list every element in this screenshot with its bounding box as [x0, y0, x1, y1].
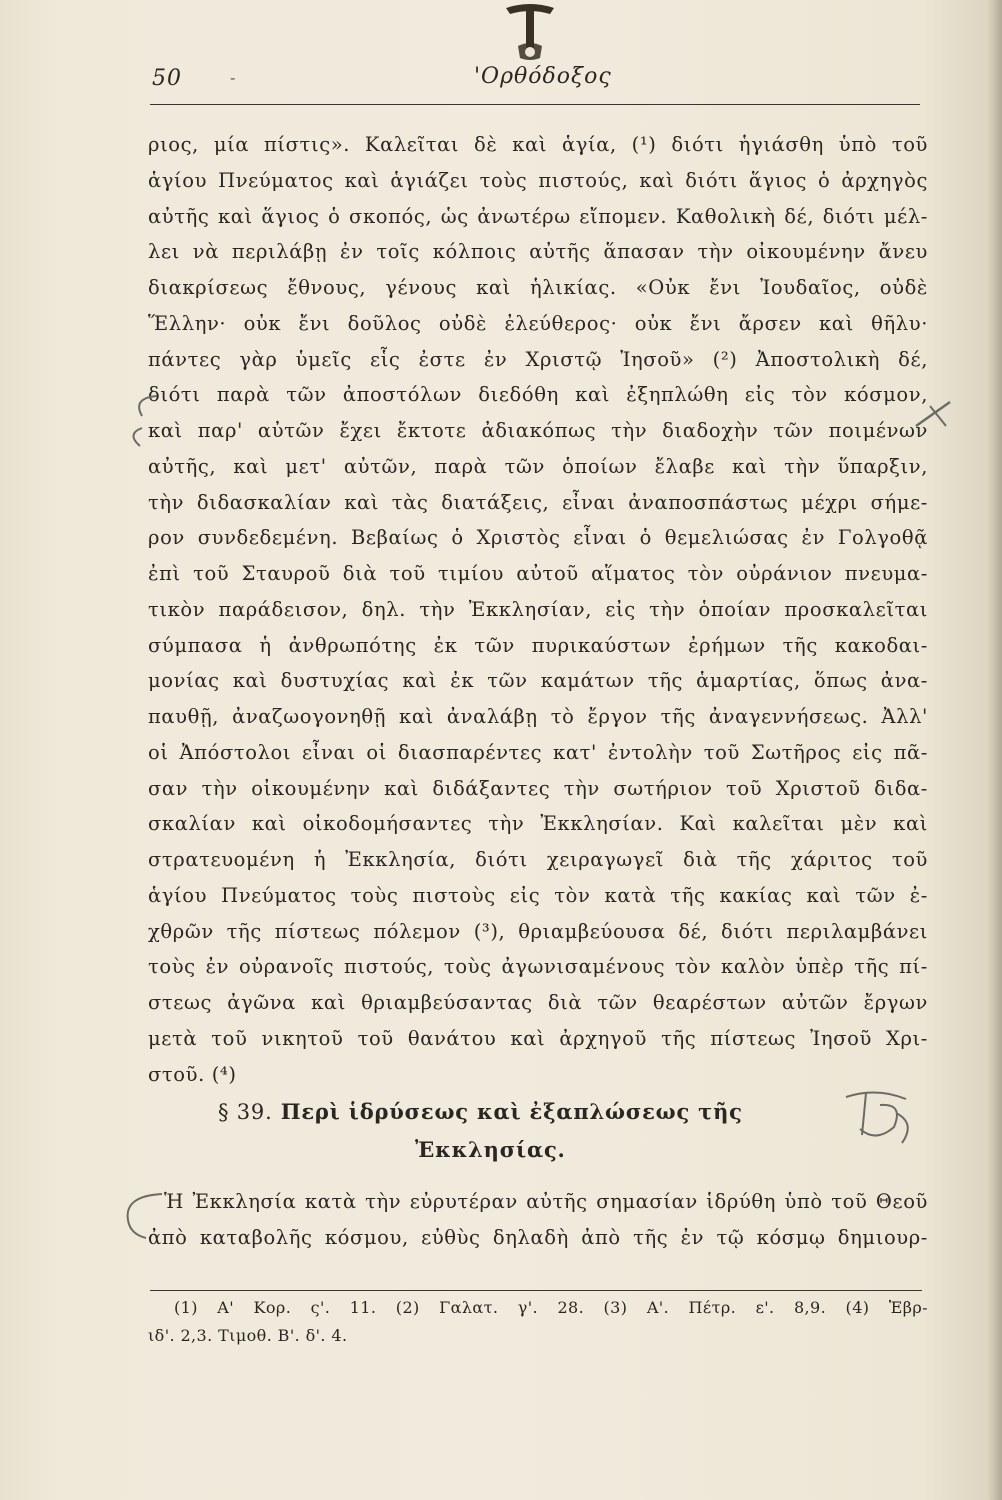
section-title-part1: Περὶ ἱδρύσεως καὶ ἐξαπλώσεως τῆς — [280, 1099, 743, 1124]
text-line: διότι παρὰ τῶν ἀποστόλων διεδόθη καὶ ἐξηπλώθη εἰς τὸν κόσμον, — [148, 383, 928, 407]
section-heading-line — [218, 1093, 868, 1131]
text-line: σαν τὴν οἰκουμένην καὶ διδάξαντες τὴν σωτήριον τοῦ Χριστοῦ διδα- — [148, 776, 928, 800]
footnote-rule — [150, 1290, 922, 1291]
header-dash: - — [230, 68, 236, 87]
footnote-line: (1) Α' Κορ. ς'. 11. (2) Γαλατ. γ'. 28. (3) Α'. Πέτρ. ε'. 8,9. (4) Ἑβρ- — [174, 1298, 928, 1317]
text-line: πάντες γὰρ ὑμεῖς εἷς ἐστε ἐν Χριστῷ Ἰησοῦ» (²) Ἀποστολικὴ δέ, — [148, 347, 928, 371]
text-line: οἱ Ἀπόστολοι εἶναι οἱ διασπαρέντες κατ' ἐντολὴν τοῦ Σωτῆρος εἰς πᾶ- — [148, 740, 928, 764]
text-line: στοῦ. (⁴) — [148, 1062, 237, 1086]
section-title-part2: Ἐκκλησίας. — [415, 1137, 566, 1162]
text-line: Ἕλλην· οὐκ ἔνι δοῦλος οὐδὲ ἐλεύθερος· οὐκ ἔνι ἄρσεν καὶ θῆλυ· — [148, 311, 928, 335]
text-line: καὶ παρ' αὐτῶν ἔχει ἔκτοτε ἀδιακόπως τὴν διαδοχὴν τῶν ποιμένων — [148, 419, 928, 442]
page-number: 50 — [152, 66, 182, 91]
section-number: § 39. — [218, 1100, 273, 1124]
text-line: ἁγίου Πνεύματος καὶ ἁγιάζει τοὺς πιστούς, καὶ διότι ἅγιος ὁ ἀρχηγὸς — [148, 168, 928, 192]
text-line: διακρίσεως ἔθνους, γένους καὶ ἡλικίας. «Οὐκ ἔνι Ἰουδαῖος, οὐδὲ — [148, 276, 928, 299]
text-line: ριος, μία πίστις». Καλεῖται δὲ καὶ ἁγία, (¹) διότι ἡγιάσθη ὑπὸ τοῦ — [148, 133, 928, 156]
text-line: στεως ἀγῶνα καὶ θριαμβεύσαντας διὰ τῶν θεαρέστων αὐτῶν ἔργων — [148, 991, 928, 1014]
text-line: ρον συνδεδεμένη. Βεβαίως ὁ Χριστὸς εἶναι ὁ θεμελιώσας ἐν Γολγοθᾷ — [148, 526, 928, 550]
section-body — [148, 1184, 928, 1256]
text-line: ἐπὶ τοῦ Σταυροῦ διὰ τοῦ τιμίου αὐτοῦ αἵματος τὸν οὐράνιον πνευμα- — [148, 562, 928, 585]
section-heading — [218, 1093, 868, 1169]
running-title: 'Ορθόδοξος — [474, 64, 612, 89]
text-line: σκαλίαν καὶ οἰκοδομήσαντες τὴν Ἐκκλησίαν. Καὶ καλεῖται μὲν καὶ — [148, 812, 928, 836]
footnote-line: ιδ'. 2,3. Τιμοθ. Β'. δ'. 4. — [148, 1326, 348, 1345]
text-line: τικὸν παράδεισον, δηλ. τὴν Ἐκκλησίαν, εἰς τὴν ὁποίαν προσκαλεῖται — [148, 597, 928, 621]
text-line: αὐτῆς, καὶ μετ' αὐτῶν, παρὰ τῶν ὁποίων ἔλαβε καὶ τὴν ὕπαρξιν, — [148, 454, 928, 478]
text-line: στρατευομένη ἡ Ἐκκλησία, διότι χειραγωγεῖ διὰ τῆς χάριτος τοῦ — [148, 848, 928, 871]
text-line: ἀπὸ καταβολῆς κόσμου, εὐθὺς δηλαδὴ ἀπὸ τῆς ἐν τῷ κόσμῳ δημιουρ- — [148, 1225, 928, 1249]
text-line: μονίας καὶ δυστυχίας καὶ ἐκ τῶν καμάτων τῆς ἁμαρτίας, ὅπως ἀνα- — [148, 669, 928, 693]
text-line: Ἡ Ἐκκλησία κατὰ τὴν εὐρυτέραν αὐτῆς σημασίαν ἱδρύθη ὑπὸ τοῦ Θεοῦ — [164, 1190, 928, 1213]
text-line: μετὰ τοῦ νικητοῦ τοῦ θανάτου καὶ ἀρχηγοῦ τῆς πίστεως Ἰησοῦ Χρι- — [148, 1026, 928, 1050]
body-text — [148, 127, 928, 1092]
text-line: τὴν διδασκαλίαν καὶ τὰς διατάξεις, εἶναι ἀναποσπάστως μέχρι σήμε- — [148, 490, 928, 514]
text-line: αὐτῆς καὶ ἅγιος ὁ σκοπός, ὡς ἀνωτέρω εἴπομεν. Καθολικὴ δέ, διότι μέλ- — [148, 204, 928, 228]
text-line: σύμπασα ἡ ἀνθρωπότης ἐκ τῶν πυρικαύστων ἐρήμων τῆς κακοδαι- — [148, 633, 928, 657]
text-line: λει νὰ περιλάβῃ ἐν τοῖς κόλποις αὐτῆς ἅπασαν τὴν οἰκουμένην ἄνευ — [148, 240, 928, 264]
header-rule — [150, 104, 920, 105]
text-line: τοὺς ἐν οὐρανοῖς πιστούς, τοὺς ἀγωνισαμένους τὸν καλὸν ὑπὲρ τῆς πί- — [148, 955, 928, 979]
page-edge-shadow — [988, 0, 1002, 1500]
text-line: παυθῇ, ἀναζωογονηθῇ καὶ ἀναλάβῃ τὸ ἔργον τῆς ἀναγεννήσεως. Ἀλλ' — [148, 705, 928, 728]
text-line: χθρῶν τῆς πίστεως πόλεμον (³), θριαμβεύουσα δέ, διότι περιλαμβάνει — [148, 919, 928, 943]
cross-ornament-icon — [500, 0, 560, 62]
footnotes — [148, 1294, 928, 1350]
text-line: ἁγίου Πνεύματος τοὺς πιστοὺς εἰς τὸν κατὰ τῆς κακίας καὶ τῶν ἐ- — [148, 883, 928, 907]
